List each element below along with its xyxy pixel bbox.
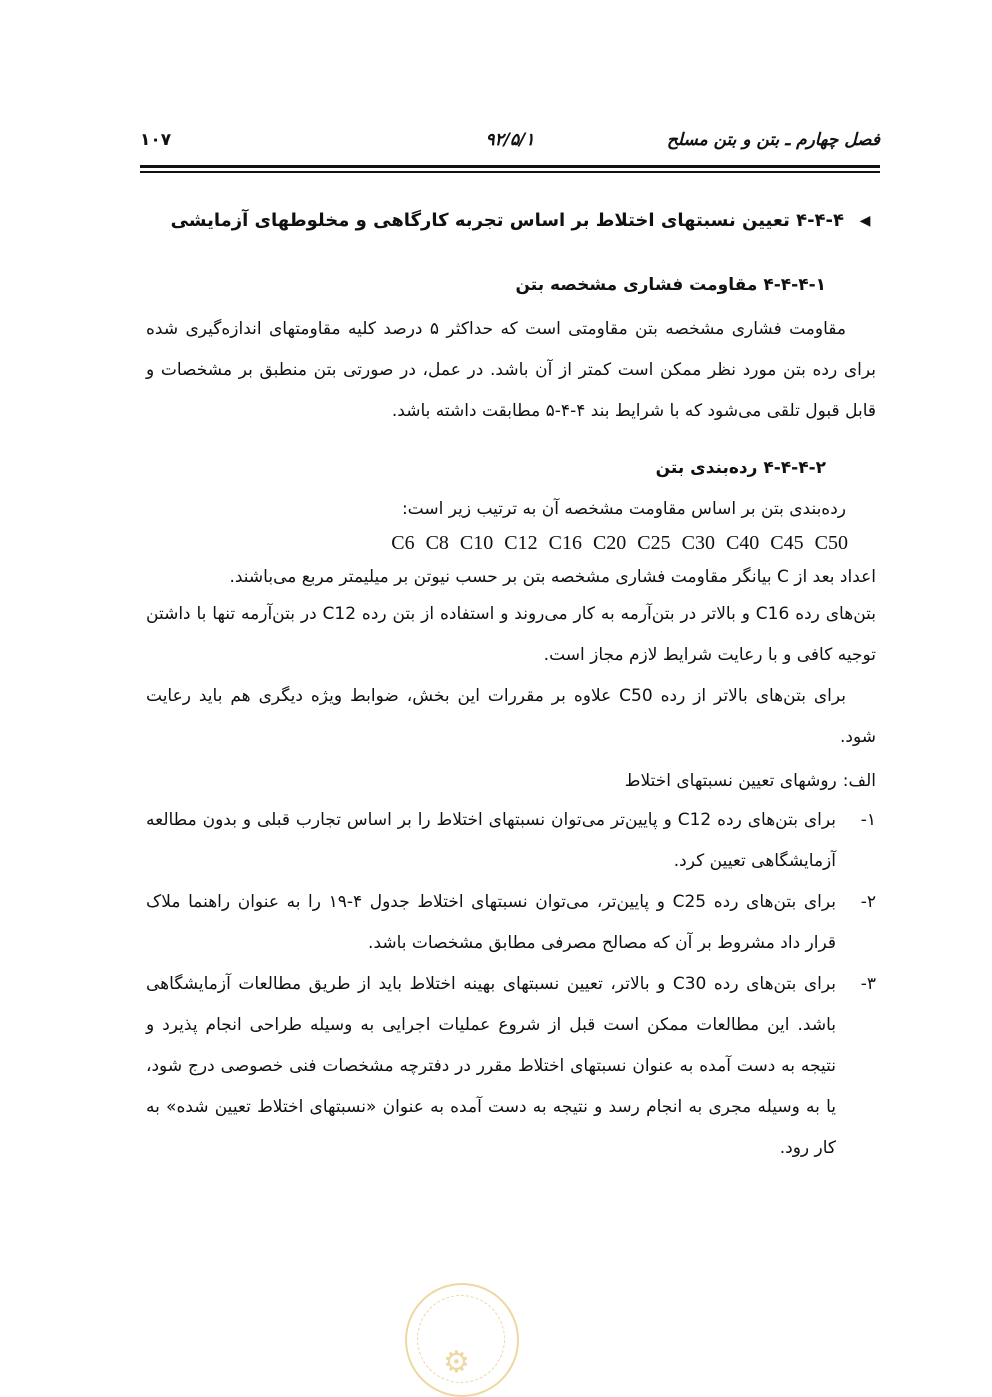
page-header (140, 130, 880, 160)
header-rule-thin (140, 171, 880, 173)
list-item-text: برای بتن‌های رده C12 و پایین‌تر می‌توان نسبتهای اختلاط را بر اساس تجارب قبلی و بدون مطالعه آزمایشگاهی تعیین کرد. (146, 810, 836, 871)
list-item-number: ۲- (860, 892, 876, 912)
list-item (146, 882, 876, 964)
paragraph-grade-meaning: اعداد بعد از C بیانگر مقاومت فشاری مشخصه بتن بر حسب نیوتن بر میلیمتر مربع می‌باشند. (229, 567, 876, 587)
paragraph-high-grade: برای بتن‌های بالاتر از رده C50 علاوه بر مقررات این بخش، ضوابط ویژه دیگری هم باید رعایت شود. (146, 686, 876, 747)
methods-title: روشهای تعیین نسبتهای اختلاط (624, 771, 837, 791)
methods-label: الف: (842, 771, 876, 791)
section-heading (146, 210, 876, 231)
concrete-grades-list: C6 C8 C10 C12 C16 C20 C25 C30 C40 C45 C50 (391, 532, 848, 554)
gear-icon: ⚙ (443, 1345, 470, 1380)
page-content (146, 210, 876, 1169)
list-item (146, 800, 876, 882)
chapter-title: فصل چهارم ـ بتن و بتن مسلح (666, 130, 880, 150)
section-title: ۴-۴-۴ تعیین نسبتهای اختلاط بر اساس تجربه کارگاهی و مخلوطهای آزمایشی (170, 210, 844, 231)
methods-heading (146, 762, 876, 800)
paragraph-characteristic-strength: مقاومت فشاری مشخصه بتن مقاومتی است که حداکثر ۵ درصد کلیه مقاومتهای اندازه‌گیری شده برای رده بتن مورد نظر ممکن است کمتر از آن باشد. در عمل، در صورتی بتن منطبق بر مشخصات و قابل قبول تلقی می‌شود که با شرایط بند ۴-۴-۵ مطابقت داشته باشد. (146, 319, 876, 421)
list-item-number: ۱- (860, 810, 876, 830)
subsection-heading-1: ۴-۴-۴-۱ مقاومت فشاری مشخصه بتن (515, 275, 826, 295)
page-number: ۱۰۷ (140, 130, 172, 150)
watermark-seal (405, 1283, 519, 1397)
list-item-text: برای بتن‌های رده C30 و بالاتر، تعیین نسبتهای بهینه اختلاط باید از طریق مطالعات آزمایشگاهی باشد. این مطالعات ممکن است قبل از شروع عملیات اجرایی به وسیله طراحی انجام پذیرد و نتیجه به دست آمده به عنوان نسبتهای اختلاط مقرر در دفترچه مشخصات فنی خصوصی درج شود، یا به وسیله مجری به انجام رسد و نتیجه به دست آمده به عنوان «نسبتهای اختلاط تعیین شده» به کار رود. (146, 974, 836, 1158)
list-item-number: ۳- (860, 974, 876, 994)
header-rule-thick (140, 165, 880, 168)
subsection-heading-2: ۴-۴-۴-۲ رده‌بندی بتن (655, 458, 826, 478)
header-date: ۹۲/۵/۱ (485, 130, 535, 150)
list-item (146, 964, 876, 1169)
list-item-text: برای بتن‌های رده C25 و پایین‌تر، می‌توان نسبتهای اختلاط جدول ۴-۱۹ را به عنوان راهنما ملاک قرار داد مشروط بر آن که مصالح مصرفی مطابق مشخصات باشد. (146, 892, 837, 953)
paragraph-reinforced-use: بتن‌های رده C16 و بالاتر در بتن‌آرمه به کار می‌روند و استفاده از بتن رده C12 در بتن‌آرمه تنها با داشتن توجیه کافی و با رعایت شرایط لازم مجاز است. (146, 604, 877, 665)
triangle-bullet-icon: ◀ (859, 212, 871, 229)
paragraph-grading-intro: رده‌بندی بتن بر اساس مقاومت مشخصه آن به ترتیب زیر است: (401, 499, 846, 519)
